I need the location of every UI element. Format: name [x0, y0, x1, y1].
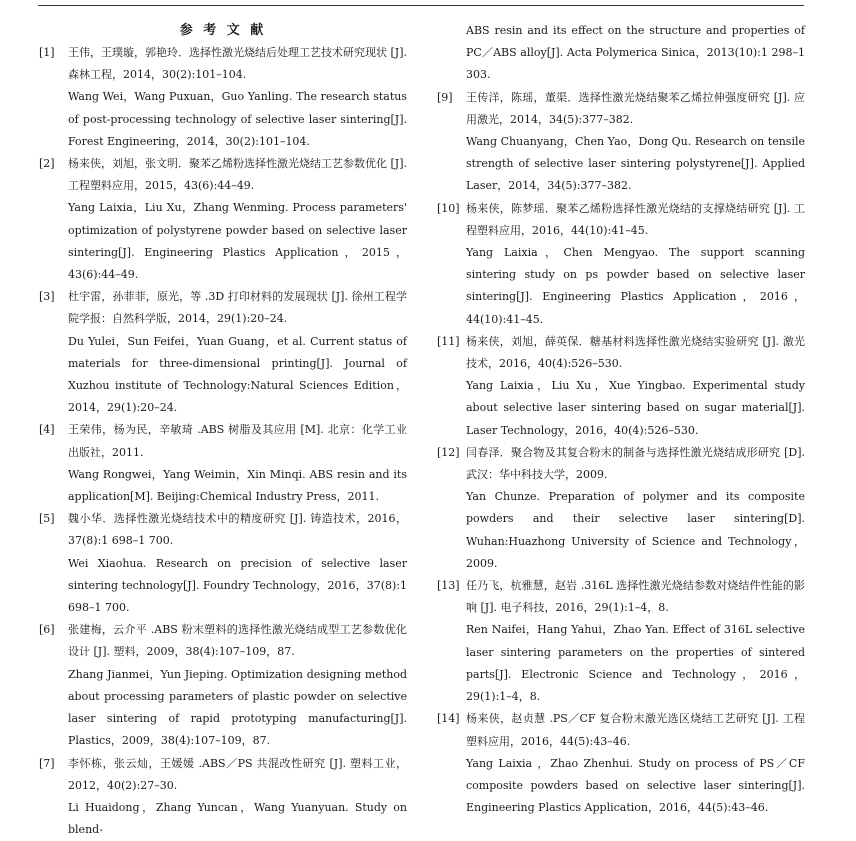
reference-number: [9]: [437, 87, 465, 109]
reference-11: [437, 331, 805, 442]
reference-1: [39, 42, 407, 153]
reference-en: Wang Chuanyang，Chen Yao，Dong Qu. Research on tensile strength of selective laser sintering polystyrene[J]. Applied Laser，2014，34(5):377–382.: [466, 131, 805, 198]
reference-number: [2]: [39, 153, 67, 175]
reference-zh: 魏小华．选择性激光烧结技术中的精度研究 [J]. 铸造技术，2016，37(8):1 698–1 700.: [68, 508, 407, 552]
reference-number: [11]: [437, 331, 465, 353]
reference-zh: 杨来侠，赵贞慧 .PS／CF 复合粉末激光选区烧结工艺研究 [J]. 工程塑料应用，2016，44(5):43–46.: [466, 708, 805, 752]
reference-zh: 王荣伟，杨为民，辛敏琦 .ABS 树脂及其应用 [M]. 北京：化学工业出版社，2011.: [68, 419, 407, 463]
reference-en: Wei Xiaohua. Research on precision of selective laser sintering technology[J]. Foundry Technology，2016，37(8):1 698–1 700.: [68, 553, 407, 620]
reference-number: [13]: [437, 575, 465, 597]
reference-zh: 李怀栋，张云灿，王媛媛 .ABS／PS 共混改性研究 [J]. 塑料工业，2012，40(2):27–30.: [68, 753, 407, 797]
reference-7: [39, 753, 407, 841]
reference-number: [1]: [39, 42, 67, 64]
reference-number: [5]: [39, 508, 67, 530]
reference-14: [437, 708, 805, 819]
reference-number: [10]: [437, 198, 465, 220]
reference-number: [3]: [39, 286, 67, 308]
reference-number: [4]: [39, 419, 67, 441]
reference-en: Zhang Jianmei，Yun Jieping. Optimization designing method about processing parameters of plastic powder on selective laser sintering of rapid prototyping manufacturing[J]. Plastics，2009，38(4):107–109，87.: [68, 664, 407, 753]
reference-en: Du Yulei，Sun Feifei，Yuan Guang，et al. Current status of materials for three-dimensional printing[J]. Journal of Xuzhou institute of Technology:Natural Sciences Edition，2014，29(1):20–24.: [68, 331, 407, 420]
reference-4: [39, 419, 407, 508]
left-column: [39, 20, 407, 841]
reference-number: [7]: [39, 753, 67, 775]
reference-en: Yang Laixia ，Zhao Zhenhui. Study on process of PS／CF composite powders based on selective laser sintering[J]. Engineering Plastics Application，2016，44(5):43–46.: [466, 753, 805, 820]
reference-12: [437, 442, 805, 575]
reference-zh: 杨来侠，刘旭，张文明．聚苯乙烯粉选择性激光烧结工艺参数优化 [J]. 工程塑料应用，2015，43(6):44–49.: [68, 153, 407, 197]
header-rule: [38, 5, 804, 6]
reference-en: Yang Laixia，Liu Xu，Zhang Wenming. Process parameters' optimization of polystyrene powder based on selective laser sintering[J]. Engineering Plastics Application，2015，43(6):44–49.: [68, 197, 407, 286]
reference-5: [39, 508, 407, 619]
reference-zh: 杨来侠，刘旭，薛英保．糖基材料选择性激光烧结实验研究 [J]. 激光技术，2016，40(4):526–530.: [466, 331, 805, 375]
reference-13: [437, 575, 805, 708]
reference-zh: 张建梅，云介平 .ABS 粉末塑料的选择性激光烧结成型工艺参数优化设计 [J]. 塑料，2009，38(4):107–109，87.: [68, 619, 407, 663]
reference-en: Wang Rongwei，Yang Weimin，Xin Minqi. ABS resin and its application[M]. Beijing:Chemical Industry Press，2011.: [68, 464, 407, 508]
reference-number: [6]: [39, 619, 67, 641]
reference-continuation: ABS resin and its effect on the structure and properties of PC／ABS alloy[J]. Acta Polymerica Sinica，2013(10):1 298–1 303.: [437, 20, 805, 87]
reference-2: [39, 153, 407, 286]
reference-en: Ren Naifei，Hang Yahui，Zhao Yan. Effect of 316L selective laser sintering parameters on the properties of sintered parts[J]. Electronic Science and Technology，2016，29(1):1–4，8.: [466, 619, 805, 708]
reference-9: [437, 87, 805, 198]
reference-number: [14]: [437, 708, 465, 730]
reference-6: [39, 619, 407, 752]
reference-en: Yan Chunze. Preparation of polymer and its composite powders and their selective laser sintering[D]. Wuhan:Huazhong University of Science and Technology，2009.: [466, 486, 805, 575]
reference-en: Yang Laixia，Chen Mengyao. The support scanning sintering study on ps powder based on selective laser sintering[J]. Engineering Plastics Application，2016，44(10):41–45.: [466, 242, 805, 331]
reference-zh: 杨来侠，陈梦瑶．聚苯乙烯粉选择性激光烧结的支撑烧结研究 [J]. 工程塑料应用，2016，44(10):41–45.: [466, 198, 805, 242]
references-heading: 参 考 文 献: [39, 20, 407, 42]
reference-en: Wang Wei，Wang Puxuan，Guo Yanling. The research status of post-processing technology of selective laser sintering[J]. Forest Engineering，2014，30(2):101–104.: [68, 86, 407, 153]
reference-10: [437, 198, 805, 331]
reference-zh: 王伟，王璞璇，郭艳玲．选择性激光烧结后处理工艺技术研究现状 [J]. 森林工程，2014，30(2):101–104.: [68, 42, 407, 86]
right-column: [437, 20, 805, 819]
reference-3: [39, 286, 407, 419]
reference-zh: 杜宇雷，孙菲菲，原光，等 .3D 打印材料的发展现状 [J]. 徐州工程学院学报：自然科学版，2014，29(1):20–24.: [68, 286, 407, 330]
reference-zh: 闫春泽．聚合物及其复合粉末的制备与选择性激光烧结成形研究 [D]. 武汉：华中科技大学，2009.: [466, 442, 805, 486]
reference-zh: 任乃飞，杭雅慧，赵岩 .316L 选择性激光烧结参数对烧结件性能的影响 [J]. 电子科技，2016，29(1):1–4，8.: [466, 575, 805, 619]
reference-en: Yang Laixia，Liu Xu，Xue Yingbao. Experimental study about selective laser sintering based on sugar material[J]. Laser Technology，2016，40(4):526–530.: [466, 375, 805, 442]
reference-zh: 王传洋，陈瑶，董渠．选择性激光烧结聚苯乙烯拉伸强度研究 [J]. 应用激光，2014，34(5):377–382.: [466, 87, 805, 131]
reference-number: [12]: [437, 442, 465, 464]
reference-en: Li Huaidong，Zhang Yuncan，Wang Yuanyuan. Study on blend-: [68, 797, 407, 841]
